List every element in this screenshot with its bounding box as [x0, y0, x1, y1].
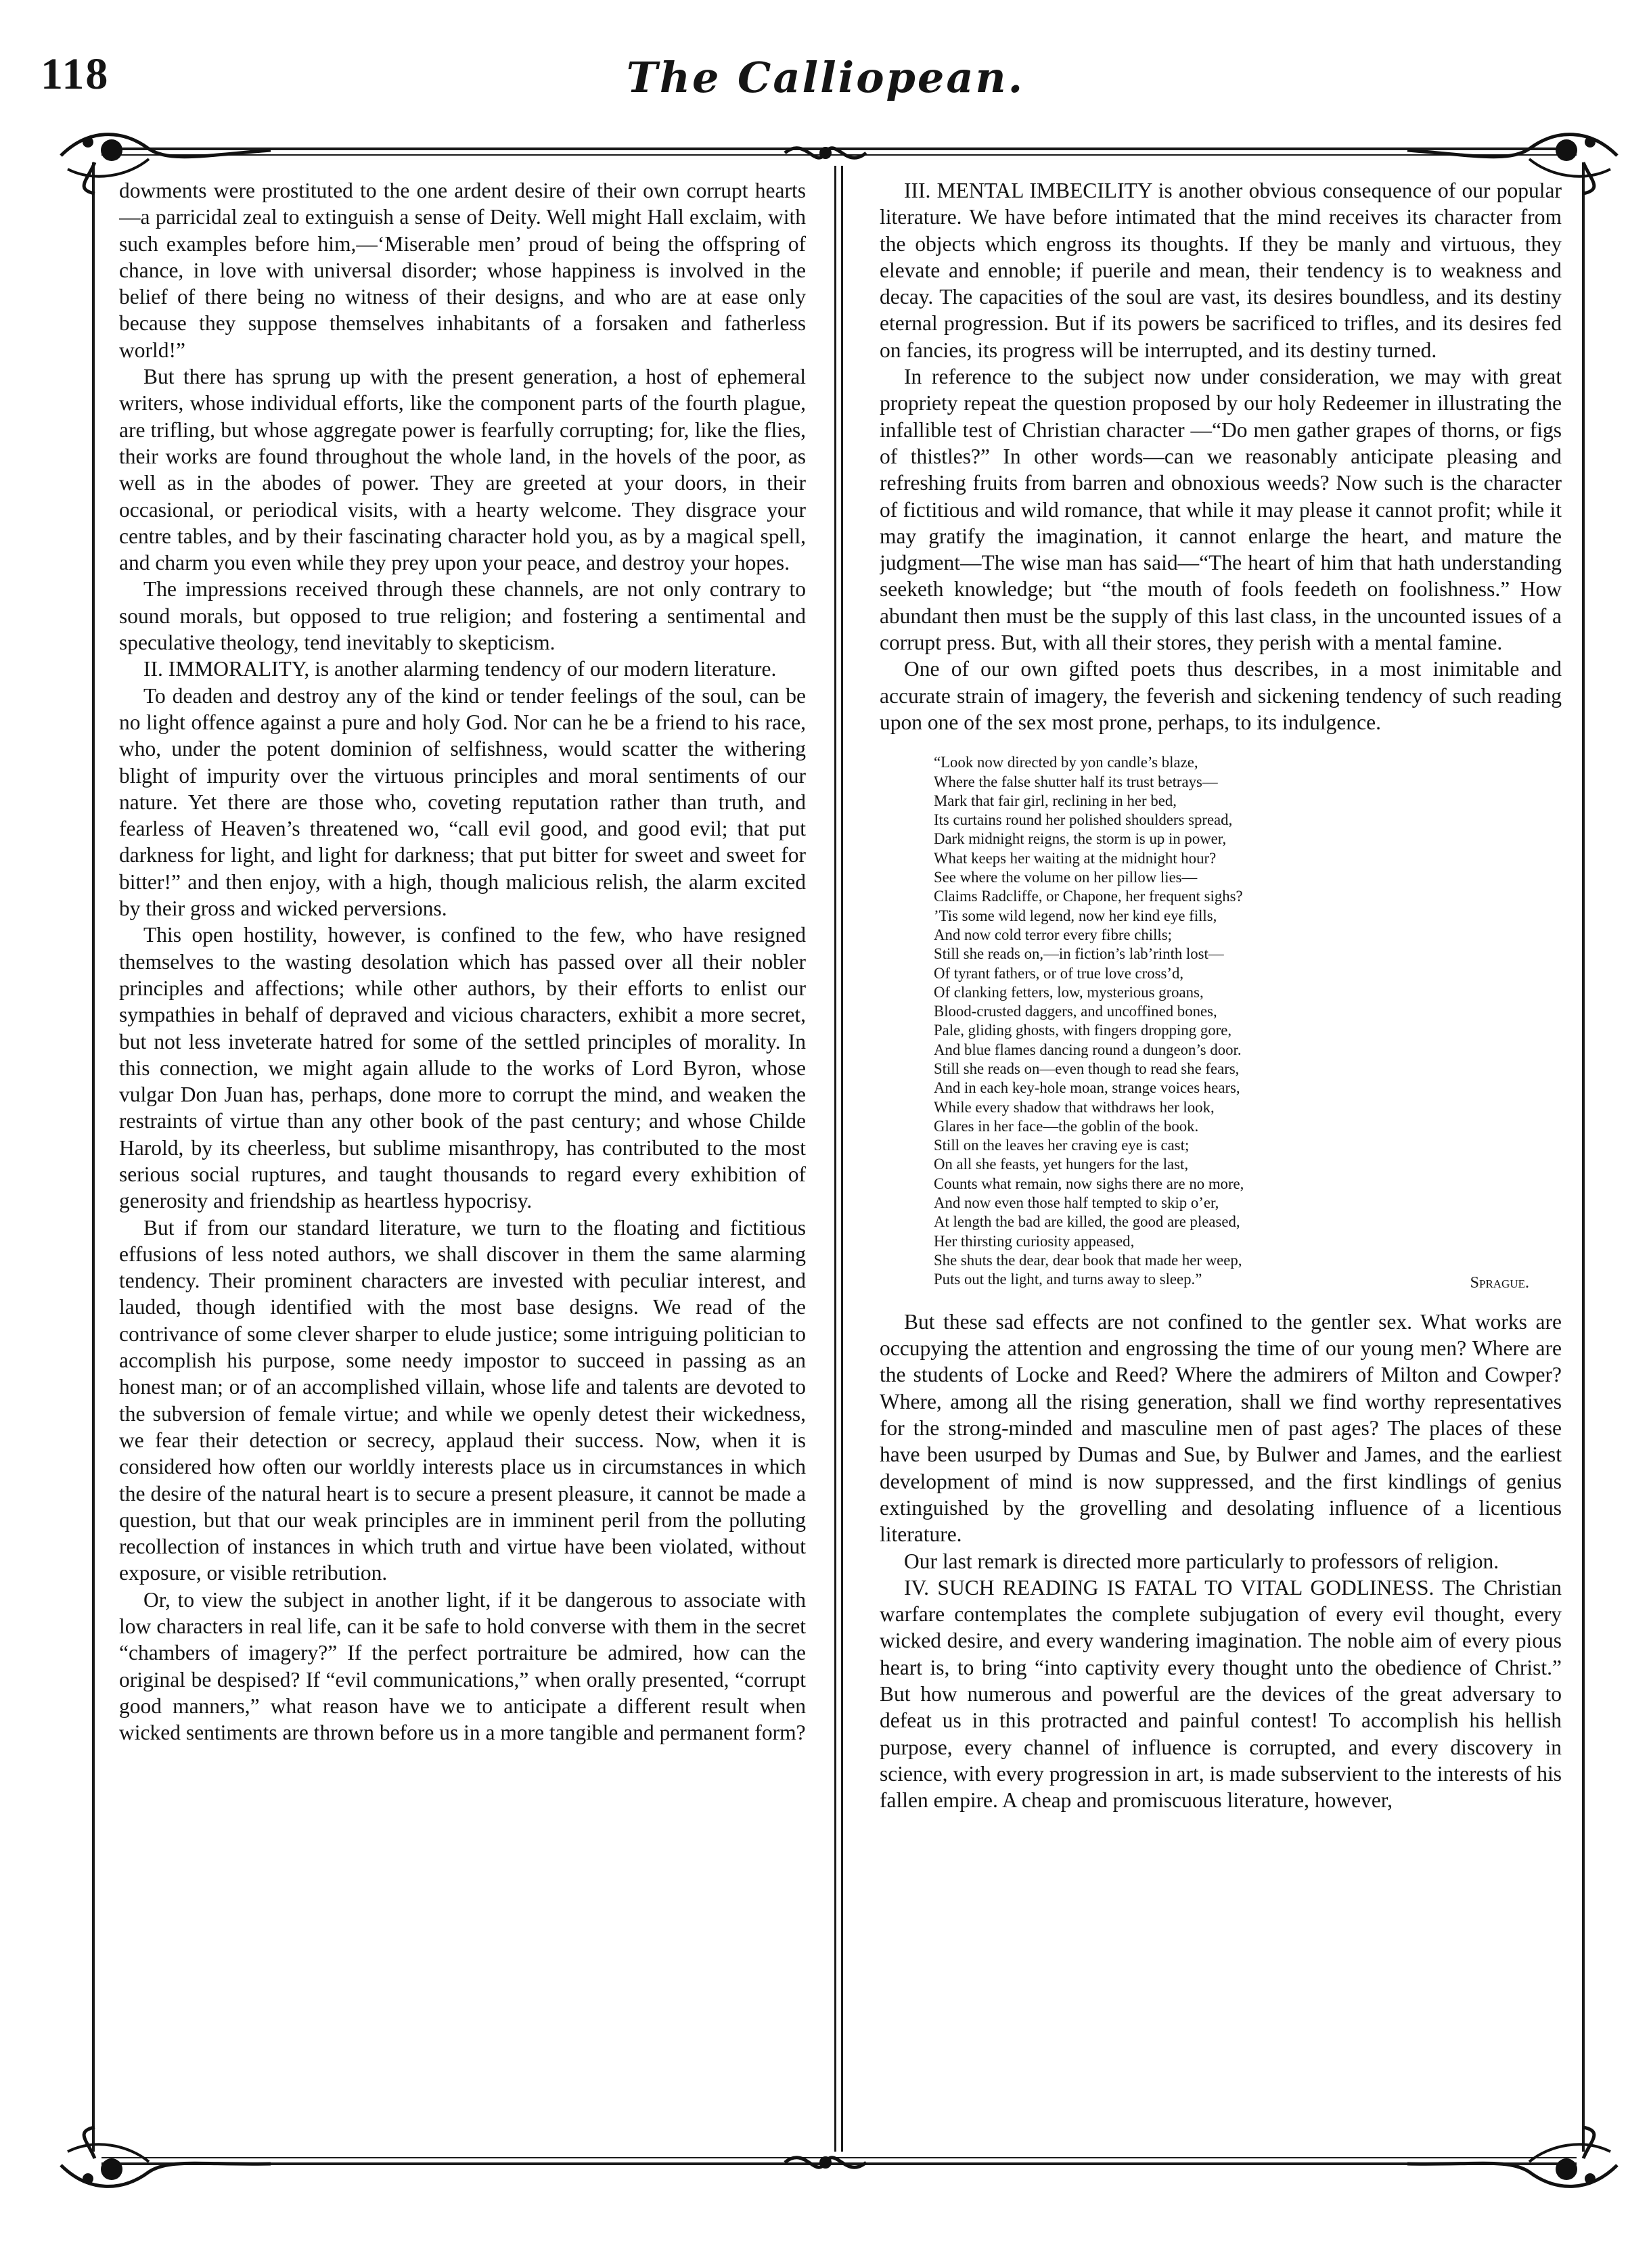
- paragraph: One of our own gifted poets thus describes, in a most inimitable and accurate strain of imagery, the feverish and sickening tendency of such reading upon one of the sex most prone, perhaps, to its indulgence.: [880, 657, 1562, 734]
- top-center-ornament-icon: [778, 133, 873, 173]
- right-column: [880, 177, 1562, 2143]
- section-heading-vital-godliness: IV. SUCH READING IS FATAL TO VITAL GODLINESS. The Christian warfare contemplates the complete subjugation of every evil thought, every wicked desire, and every wandering imagination. The noble aim of every pious heart is, to bring “into captivity every thought unto the obedience of Christ.” But how numerous and powerful are the devices of the great adversary to defeat us in this protracted and painful contest! To accomplish his hellish purpose, every channel of influence is corrupted, and every discovery in science, with every progression in art, is made subservient to the interests of his fallen empire. A cheap and promiscuous literature, however,: [880, 1575, 1562, 1813]
- paragraph: dowments were prostituted to the one ardent desire of their own corrupt hearts—a parricidal zeal to extinguish a sense of Deity. Well might Hall exclaim, with such examples before him,—‘Miserable men’ proud of being the offspring of chance, in love with universal disorder; whose happiness is involved in the belief of there being no witness of their designs, and who are at ease only because they suppose themselves inhabitants of a forsaken and fatherless world!”: [119, 179, 806, 362]
- masthead-title: The Calliopean.: [626, 53, 1025, 102]
- poem-line: While every shadow that withdraws her look,: [934, 1098, 1215, 1116]
- poem-line: Of clanking fetters, low, mysterious groans,: [934, 983, 1204, 1001]
- paragraph: The impressions received through these channels, are not only contrary to sound morals, but opposed to true religion; and fostering a sentimental and speculative theology, tend inevitably to skepticism.: [119, 577, 806, 655]
- poem-line: Still on the leaves her craving eye is cast;: [934, 1137, 1190, 1154]
- poem-line: Still she reads on,—in fiction’s lab’rinth lost—: [934, 945, 1224, 963]
- page-number: 118: [41, 49, 110, 99]
- poem-line: Still she reads on—even though to read she fears,: [934, 1060, 1240, 1077]
- left-border-rule: [92, 162, 95, 2152]
- poem-line: Its curtains round her polished shoulders spread,: [934, 811, 1233, 829]
- poem-line: And now even those half tempted to skip o’er,: [934, 1194, 1219, 1212]
- poem-line: Of tyrant fathers, or of true love cross’d,: [934, 964, 1184, 982]
- poem-attribution: Sprague.: [1470, 1273, 1529, 1292]
- poem-line: Claims Radcliffe, or Chapone, her frequent sighs?: [934, 888, 1243, 905]
- poem-line: Counts what remain, now sighs there are no more,: [934, 1175, 1244, 1192]
- right-border-rule: [1582, 162, 1585, 2152]
- poem-line: See where the volume on her pillow lies—: [934, 869, 1198, 886]
- poem-line: Pale, gliding ghosts, with fingers dropping gore,: [934, 1022, 1232, 1039]
- poem-line: “Look now directed by yon candle’s blaze,: [934, 754, 1198, 771]
- poem-line: Dark midnight reigns, the storm is up in power,: [934, 830, 1227, 848]
- poem-line: And blue flames dancing round a dungeon’s door.: [934, 1041, 1242, 1058]
- paragraph: This open hostility, however, is confined to the few, who have resigned themselves to the wasting desolation which has passed over all their nobler principles and affections; while other authors, by their efforts to enlist our sympathies in behalf of depraved and vicious characters, exhibit a more secret, but not less inveterate hatred for some of the settled principles of morality. In this connection, we might again allude to the works of Lord Byron, whose vulgar Don Juan has, perhaps, done more to corrupt the mind, and weaken the restraints of virtue than any other book of the past century; and whose Childe Harold, by its cheerless, but sublime misanthropy, has contributed to the most serious social ruptures, and taught thousands to regard every exhibition of generosity and friendship as heartless hypocrisy.: [119, 923, 806, 1213]
- paragraph: But there has sprung up with the present generation, a host of ephemeral writers, whose individual efforts, like the component parts of the fourth plague, are trifling, but whose aggregate power is fearfully corrupting; for, like the flies, their works are found throughout the whole land, in the hovels of the poor, as well as in the abodes of power. They are greeted at your doors, in their occasional, or periodical visits, with a hearty welcome. They disgrace your centre tables, and by their fascinating character hold you, as by a magical spell, and charm you even while they prey upon your peace, and destroy your hopes.: [119, 365, 806, 575]
- column-divider-left: [834, 166, 836, 2152]
- poem-line: And in each key-hole moan, strange voices hears,: [934, 1079, 1240, 1097]
- paragraph: But if from our standard literature, we turn to the floating and fictitious effusions of less noted authors, we shall discover in them the same alarming tendency. Their prominent characters are invested with peculiar interest, and lauded, though identified with the most base designs. We read of the contrivance of some clever sharper to elude justice; some intriguing politician to accomplish his purpose, some needy impostor to succeed in passing as an honest man; or of an accomplished villain, whose life and talents are devoted to the subversion of female virtue; and while we openly detest their wickedness, we fear their detection or secrecy, applaud their success. Now, when it is considered how often our worldly interests place us in circumstances in which the desire of the natural heart is to secure a present pleasure, it cannot be made a question, but that our weak principles are in imminent peril from the polluting recollection of instances in which truth and virtue have been violated, without exposure, or visible retribution.: [119, 1215, 806, 1585]
- poem-line: Glares in her face—the goblin of the book.: [934, 1117, 1199, 1135]
- poem-line: Mark that fair girl, reclining in her bed,: [934, 792, 1177, 809]
- paragraph: In reference to the subject now under consideration, we may with great propriety repeat the question proposed by our holy Redeemer in illustrating the infallible test of Christian character —“Do men gather grapes of thorns, or figs of thistles?” In other words—can we reasonably anticipate pleasing and refreshing fruits from barren and obnoxious weeds? Now such is the character of fictitious and wild romance, that while it may please it cannot profit; while it may gratify the imagination, it cannot enlarge the heart, and mature the judgment—The wise man has said—“The heart of him that hath understanding seeketh knowledge; but “the mouth of fools feedeth on foolishness.” How abundant then must be the supply of this last class, in the uncounted issues of a corrupt press. But, with all their stores, they perish with a mental famine.: [880, 365, 1562, 655]
- poem-line: Blood-crusted daggers, and uncoffined bones,: [934, 1003, 1217, 1020]
- poem-line: On all she feasts, yet hungers for the last,: [934, 1156, 1189, 1173]
- poem-line: At length the bad are killed, the good are pleased,: [934, 1213, 1240, 1231]
- poem-line: Where the false shutter half its trust betrays—: [934, 773, 1218, 790]
- left-column: [119, 177, 806, 2143]
- poem-line: She shuts the dear, dear book that made her weep,: [934, 1251, 1242, 1269]
- poem-line: ’Tis some wild legend, now her kind eye fills,: [934, 907, 1217, 924]
- poem-line: And now cold terror every fibre chills;: [934, 926, 1172, 943]
- column-divider-right: [841, 166, 843, 2152]
- bottom-center-ornament-icon: [778, 2142, 873, 2183]
- section-heading-mental-imbecility: III. MENTAL IMBECILITY is another obvious consequence of our popular literature. We have before intimated that the mind receives its character from the objects which engross its thoughts. If they be manly and virtuous, they elevate and ennoble; if puerile and mean, their tendency is to weakness and decay. The capacities of the soul are vast, its desires boundless, and its destiny eternal progression. But if its powers be sacrificed to trifles, and its desires fed on fancies, its progress will be interrupted, and its destiny turned.: [880, 179, 1562, 362]
- paragraph: Or, to view the subject in another light, if it be dangerous to associate with low characters in real life, can it be safe to hold converse with them in the secret “chambers of imagery?” If the perfect portraiture be admired, how can the original be despised? If “evil communications,” when orally presented, “corrupt good manners,” what reason have we to anticipate a different result when wicked sentiments are thrown before us in a more tangible and permanent form?: [119, 1587, 806, 1745]
- poem-line: Her thirsting curiosity appeased,: [934, 1232, 1135, 1250]
- section-heading-immorality: II. IMMORALITY, is another alarming tendency of our modern literature.: [143, 657, 777, 681]
- poem-line: Puts out the light, and turns away to sleep.”: [934, 1271, 1202, 1288]
- paragraph: Our last remark is directed more particularly to professors of religion.: [904, 1549, 1499, 1573]
- paragraph: But these sad effects are not confined to the gentler sex. What works are occupying the attention and engrossing the time of our young men? Where are the students of Locke and Reed? Where the admirers of Milton and Cowper? Where, among all the rising generation, shall we find worthy representatives for the strong-minded and masculine men of past ages? The places of these have been usurped by Dumas and Sue, by Bulwer and James, and the earliest development of mind is now suppressed, and the first kindlings of genius extinguished by the grovelling and desolating influence of a licentious literature.: [880, 1309, 1562, 1547]
- paragraph: To deaden and destroy any of the kind or tender feelings of the soul, can be no light offence against a pure and holy God. Nor can he be a friend to his race, who, under the potent dominion of selfishness, would scatter the withering blight of impurity over the virtuous principles and moral sentiments of our nature. Yet there are those who, coveting reputation rather than truth, and fearless of Heaven’s threatened wo, “call evil good, and good evil; that put darkness for light, and light for darkness; that put bitter for sweet and sweet for bitter!” and then enjoy, with a high, though malicious relish, the alarm excited by their gross and wicked perversions.: [119, 683, 806, 921]
- poem-line: What keeps her waiting at the midnight hour?: [934, 849, 1217, 867]
- poem-block: [934, 753, 1529, 1292]
